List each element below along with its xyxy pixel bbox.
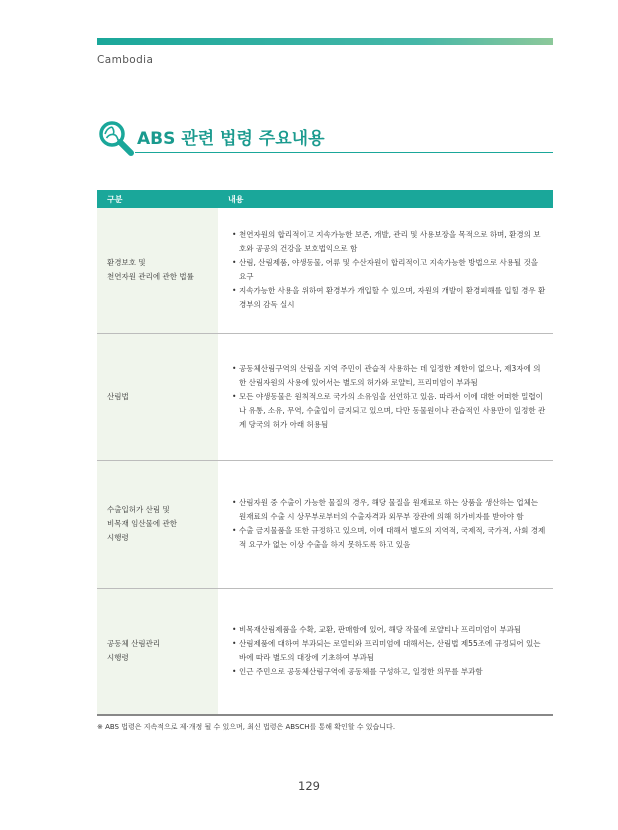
category-line: 비목재 임산물에 관한 <box>107 519 177 528</box>
category-line: 천연자원 관리에 관한 법률 <box>107 272 194 282</box>
country-label: Cambodia <box>97 54 154 66</box>
magnifier-icon <box>97 119 137 159</box>
category-line: 수출입허가 산림 및 <box>107 505 170 514</box>
content-bullet: • 지속가능한 사용을 위하여 환경부가 개입할 수 있으며, 자원의 개발이 환경피해를 입힐 경우 환경부의 감독 실시 <box>232 284 547 312</box>
row-category <box>97 208 218 333</box>
column-header-content: 내용 <box>218 190 553 208</box>
content-bullet: • 모든 야생동물은 원칙적으로 국가의 소유임을 선언하고 있음. 따라서 이에 대한 어떠한 밀렵이나 유통, 소유, 무역, 수출입이 금지되고 있으며, 다만 동물원이나 관습적인 사용만이 일정한 관계 당국의 허가 아래 허용됨 <box>232 390 547 432</box>
table-row <box>97 460 553 588</box>
header-color-bar <box>97 38 553 45</box>
table-header-row <box>97 190 553 208</box>
category-line: 시행령 <box>107 533 129 542</box>
section-heading <box>97 119 553 155</box>
row-content <box>218 588 553 715</box>
section-title: ABS 관련 법령 주요내용 <box>137 129 325 149</box>
content-bullet: • 비목재산림제품을 수확, 교환, 판매함에 있어, 해당 작물에 로얄티나 프리미엄이 부과됨 <box>232 623 547 637</box>
footnote: ※ ABS 법령은 지속적으로 제·개정 될 수 있으며, 최신 법령은 ABSCH를 통해 확인할 수 있습니다. <box>97 723 396 731</box>
law-table <box>97 190 553 716</box>
content-bullet: • 산림, 산림제품, 야생동물, 어류 및 수산자원이 합리적이고 지속가능한 방법으로 사용될 것을 요구 <box>232 256 547 284</box>
table-row <box>97 333 553 460</box>
row-content <box>218 208 553 333</box>
row-content <box>218 460 553 588</box>
content-bullet: • 수출 금지물품을 또한 규정하고 있으며, 이에 대해서 별도의 지역적, 국제적, 국가적, 사회 경제적 요구가 없는 이상 수출을 하지 못하도록 하고 있음 <box>232 524 547 552</box>
content-bullet: • 천연자원의 합리적이고 지속가능한 보존, 개발, 관리 및 사용보장을 목적으로 하며, 환경의 보호와 공공의 건강을 보호법익으로 함 <box>232 228 547 256</box>
content-bullet: • 산림자원 중 수출이 가능한 물질의 경우, 해당 물질을 원재료로 하는 상품을 생산하는 업체는 원재료의 수출 시 상무부로부터의 수출자격과 외무부 장관에 의해 허가비자를 받아야 함 <box>232 496 547 524</box>
row-category <box>97 333 218 460</box>
category-line: 공동체 산림관리 <box>107 639 161 649</box>
table-row <box>97 588 553 715</box>
content-bullet: • 산림제품에 대하여 부과되는 로열티와 프리미엄에 대해서는, 산림법 제55조에 규정되어 있는 바에 따라 별도의 대장에 기초하여 부과됨 <box>232 637 547 665</box>
category-line: 시행령 <box>107 653 129 663</box>
category-line: 환경보호 및 <box>107 258 146 268</box>
row-category <box>97 588 218 715</box>
category-line: 산림법 <box>107 391 129 401</box>
page-number: 129 <box>298 779 320 793</box>
content-bullet: • 공동체산림구역의 산림을 지역 주민이 관습적 사용하는 데 일정한 제한이 없으나, 제3자에 의한 산림자원의 사용에 있어서는 별도의 허가와 로얄티, 프리미엄이 부과됨 <box>232 362 547 390</box>
row-category <box>97 460 218 588</box>
content-bullet: • 인근 주민으로 공동체산림구역에 공동체를 구성하고, 일정한 의무를 부과함 <box>232 665 547 679</box>
heading-underline <box>135 152 553 153</box>
row-content <box>218 333 553 460</box>
table-row <box>97 208 553 333</box>
column-header-category: 구분 <box>97 190 218 208</box>
